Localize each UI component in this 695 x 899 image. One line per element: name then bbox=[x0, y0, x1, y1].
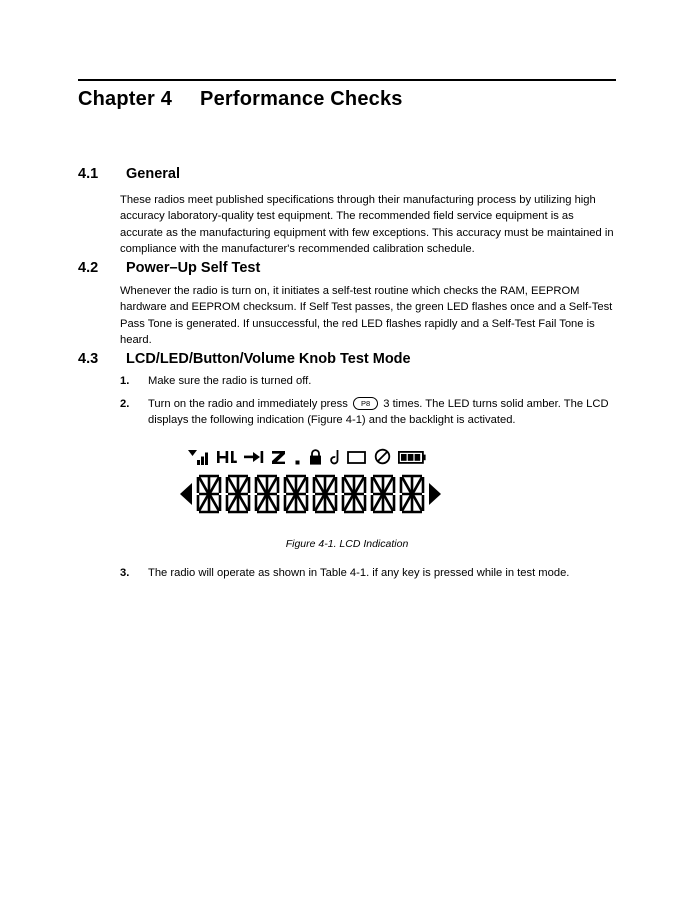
list-item bbox=[120, 565, 620, 582]
section-body-4-2: Whenever the radio is turn on, it initiates a self-test routine which checks the RAM, EEPROM hardware and EEPROM checksum. If Self Test passes, the green LED flashes once and a Self-Test Pass Tone is generated. If unsuccessful, the red LED flashes rapidly and a Self-Test Fail Tone is heard. bbox=[120, 285, 613, 346]
chapter-heading bbox=[78, 88, 638, 111]
lcd-icon-row bbox=[188, 448, 488, 470]
steps-list bbox=[120, 373, 620, 435]
ring-icon bbox=[329, 449, 340, 470]
talkaround-icon bbox=[294, 449, 302, 470]
section-number: 4.1 bbox=[78, 166, 99, 182]
segment-character bbox=[282, 474, 310, 514]
section-title: Power–Up Self Test bbox=[126, 260, 261, 276]
segment-character bbox=[340, 474, 368, 514]
lcd-indication-figure bbox=[180, 448, 520, 528]
keycap-p8: P8 bbox=[353, 397, 378, 410]
signal-bars-icon bbox=[188, 449, 210, 470]
scan-icon bbox=[271, 449, 287, 470]
direct-mode-icon bbox=[244, 449, 264, 470]
segment-character bbox=[253, 474, 281, 514]
segment-character bbox=[398, 474, 426, 514]
lock-icon bbox=[309, 449, 322, 470]
right-arrow-icon bbox=[429, 483, 441, 505]
list-item bbox=[120, 373, 620, 390]
section-title: LCD/LED/Button/Volume Knob Test Mode bbox=[126, 351, 411, 367]
step-marker: 1. bbox=[120, 375, 130, 387]
monitor-icon bbox=[217, 449, 237, 470]
list-item bbox=[120, 396, 620, 429]
section-title: General bbox=[126, 166, 180, 182]
section-body-4-1: These radios meet published specifications through their manufacturing process by utilizing high accuracy laboratory-quality test equipment. The recommended field service equipment is as accurate as the manufacturing equipment with few exceptions. This accuracy must be maintained in compliance with the manufacturer's recommended calibration schedule. bbox=[120, 194, 614, 255]
step-marker: 3. bbox=[120, 567, 130, 579]
mute-icon bbox=[374, 448, 391, 470]
lcd-segment-row bbox=[180, 474, 441, 514]
header-rule bbox=[78, 79, 616, 81]
battery-icon bbox=[398, 449, 426, 470]
section-number: 4.3 bbox=[78, 351, 99, 367]
step-marker: 2. bbox=[120, 397, 130, 410]
step-text: The radio will operate as shown in Table 4-1. if any key is pressed while in test mode. bbox=[148, 567, 570, 579]
steps-list-continued bbox=[120, 565, 620, 588]
step-text-before: Turn on the radio and immediately press bbox=[148, 397, 348, 410]
message-icon bbox=[347, 449, 367, 470]
segment-character bbox=[311, 474, 339, 514]
chapter-number: Chapter 4 bbox=[78, 88, 173, 110]
left-arrow-icon bbox=[180, 483, 192, 505]
segment-character bbox=[195, 474, 223, 514]
segment-character bbox=[369, 474, 397, 514]
step-text-after: 3 times. The LED turns solid amber. The LCD displays the following indication (Figure 4-1) and the backlight is activated. bbox=[148, 397, 609, 426]
chapter-title: Performance Checks bbox=[200, 88, 403, 110]
figure-caption: Figure 4-1. LCD Indication bbox=[285, 538, 409, 550]
step-text: Make sure the radio is turned off. bbox=[148, 375, 312, 387]
segment-character bbox=[224, 474, 252, 514]
section-number: 4.2 bbox=[78, 260, 99, 276]
